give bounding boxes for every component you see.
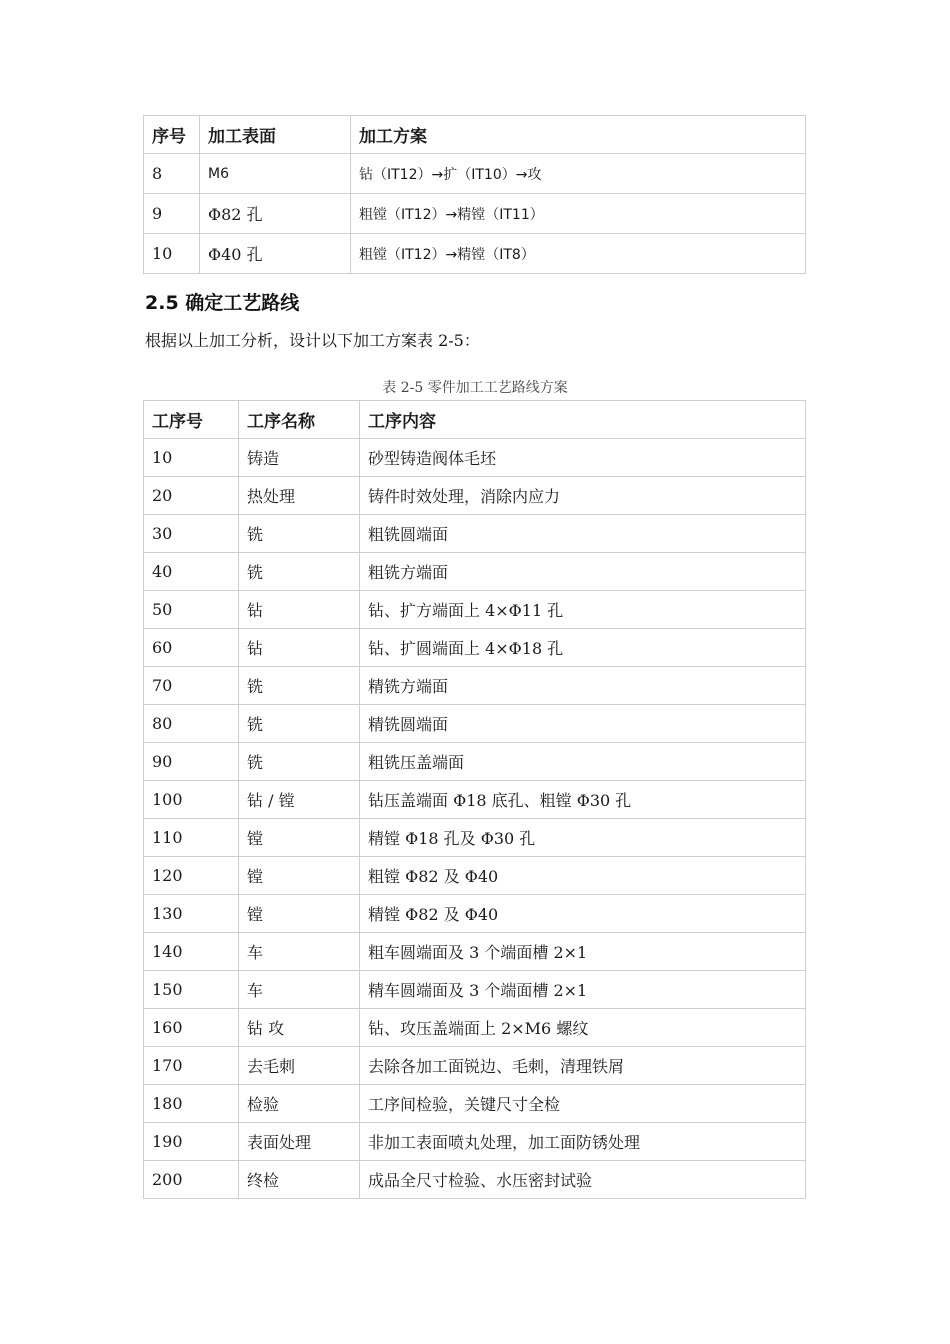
table-row xyxy=(144,553,806,591)
table-cell: 热处理 xyxy=(239,477,360,515)
table-cell: 镗 xyxy=(239,895,360,933)
table-row xyxy=(144,154,806,194)
table-cell: 精铣圆端面 xyxy=(360,705,806,743)
table-cell: 终检 xyxy=(239,1161,360,1199)
machining-scheme-table xyxy=(143,115,806,274)
table-row xyxy=(144,629,806,667)
table-row xyxy=(144,743,806,781)
table-cell: 精镗 Φ18 孔及 Φ30 孔 xyxy=(360,819,806,857)
header-cell: 工序名称 xyxy=(239,401,360,439)
table-row xyxy=(144,1047,806,1085)
table-cell: 160 xyxy=(144,1009,239,1047)
table-cell: 20 xyxy=(144,477,239,515)
table-cell: 120 xyxy=(144,857,239,895)
table-cell: 9 xyxy=(144,194,200,234)
table-header-row xyxy=(144,116,806,154)
table-row xyxy=(144,1161,806,1199)
table-cell: 100 xyxy=(144,781,239,819)
table-cell: 40 xyxy=(144,553,239,591)
table-cell: Φ82 孔 xyxy=(200,194,351,234)
table-cell: 90 xyxy=(144,743,239,781)
table-cell: 30 xyxy=(144,515,239,553)
table-cell: Φ40 孔 xyxy=(200,234,351,274)
table-cell: 工序间检验，关键尺寸全检 xyxy=(360,1085,806,1123)
table-row xyxy=(144,515,806,553)
table-cell: 190 xyxy=(144,1123,239,1161)
table-cell: 车 xyxy=(239,933,360,971)
table-cell: 表面处理 xyxy=(239,1123,360,1161)
table-row xyxy=(144,1085,806,1123)
table-row xyxy=(144,895,806,933)
table-cell: 砂型铸造阀体毛坯 xyxy=(360,439,806,477)
table-row xyxy=(144,477,806,515)
table-cell: 铣 xyxy=(239,705,360,743)
table-cell: 粗铣方端面 xyxy=(360,553,806,591)
table-cell: 非加工表面喷丸处理，加工面防锈处理 xyxy=(360,1123,806,1161)
table-cell: 检验 xyxy=(239,1085,360,1123)
table-cell: 80 xyxy=(144,705,239,743)
table-cell: 粗铣压盖端面 xyxy=(360,743,806,781)
table-cell: M6 xyxy=(200,154,351,194)
table-cell: 粗镗（IT12）→精镗（IT8） xyxy=(351,234,806,274)
table-cell: 钻（IT12）→扩（IT10）→攻 xyxy=(351,154,806,194)
table-cell: 10 xyxy=(144,234,200,274)
table-cell: 钻 xyxy=(239,591,360,629)
table-cell: 70 xyxy=(144,667,239,705)
table-cell: 200 xyxy=(144,1161,239,1199)
table-cell: 粗镗（IT12）→精镗（IT11） xyxy=(351,194,806,234)
table-cell: 130 xyxy=(144,895,239,933)
table-cell: 精镗 Φ82 及 Φ40 xyxy=(360,895,806,933)
header-cell: 工序内容 xyxy=(360,401,806,439)
table-cell: 钻 攻 xyxy=(239,1009,360,1047)
table-cell: 铣 xyxy=(239,743,360,781)
table-cell: 150 xyxy=(144,971,239,1009)
table-cell: 精铣方端面 xyxy=(360,667,806,705)
table-cell: 110 xyxy=(144,819,239,857)
table-cell: 铸造 xyxy=(239,439,360,477)
table-cell: 去毛刺 xyxy=(239,1047,360,1085)
table-row xyxy=(144,439,806,477)
table-cell: 60 xyxy=(144,629,239,667)
header-cell: 加工表面 xyxy=(200,116,351,154)
table-row xyxy=(144,705,806,743)
table-cell: 170 xyxy=(144,1047,239,1085)
section-paragraph: 根据以上加工分析，设计以下加工方案表 2-5： xyxy=(145,331,480,350)
table-cell: 粗铣圆端面 xyxy=(360,515,806,553)
table-row xyxy=(144,591,806,629)
header-cell: 加工方案 xyxy=(351,116,806,154)
process-route-table xyxy=(143,400,806,1199)
table-cell: 铸件时效处理，消除内应力 xyxy=(360,477,806,515)
table-cell: 铣 xyxy=(239,515,360,553)
table-cell: 钻 xyxy=(239,629,360,667)
table-row xyxy=(144,819,806,857)
table-row xyxy=(144,781,806,819)
table-cell: 粗镗 Φ82 及 Φ40 xyxy=(360,857,806,895)
table-cell: 铣 xyxy=(239,667,360,705)
table-row xyxy=(144,1123,806,1161)
table-cell: 镗 xyxy=(239,819,360,857)
table-cell: 140 xyxy=(144,933,239,971)
table-cell: 钻、攻压盖端面上 2×M6 螺纹 xyxy=(360,1009,806,1047)
table-cell: 钻、扩圆端面上 4×Φ18 孔 xyxy=(360,629,806,667)
table-row xyxy=(144,667,806,705)
table-row xyxy=(144,971,806,1009)
table-cell: 精车圆端面及 3 个端面槽 2×1 xyxy=(360,971,806,1009)
table-header-row xyxy=(144,401,806,439)
table-cell: 钻、扩方端面上 4×Φ11 孔 xyxy=(360,591,806,629)
table-cell: 180 xyxy=(144,1085,239,1123)
table-row xyxy=(144,857,806,895)
header-cell: 工序号 xyxy=(144,401,239,439)
table-cell: 镗 xyxy=(239,857,360,895)
table-cell: 50 xyxy=(144,591,239,629)
table-row xyxy=(144,234,806,274)
header-cell: 序号 xyxy=(144,116,200,154)
section-heading: 2.5 确定工艺路线 xyxy=(145,292,300,314)
table-cell: 钻 / 镗 xyxy=(239,781,360,819)
table-cell: 铣 xyxy=(239,553,360,591)
table-cell: 去除各加工面锐边、毛刺，清理铁屑 xyxy=(360,1047,806,1085)
table-row xyxy=(144,933,806,971)
table-cell: 钻压盖端面 Φ18 底孔、粗镗 Φ30 孔 xyxy=(360,781,806,819)
table-row xyxy=(144,1009,806,1047)
table-row xyxy=(144,194,806,234)
table-cell: 粗车圆端面及 3 个端面槽 2×1 xyxy=(360,933,806,971)
table-caption: 表 2-5 零件加工工艺路线方案 xyxy=(382,380,568,396)
table-cell: 10 xyxy=(144,439,239,477)
table-cell: 成品全尺寸检验、水压密封试验 xyxy=(360,1161,806,1199)
table-cell: 8 xyxy=(144,154,200,194)
table-cell: 车 xyxy=(239,971,360,1009)
